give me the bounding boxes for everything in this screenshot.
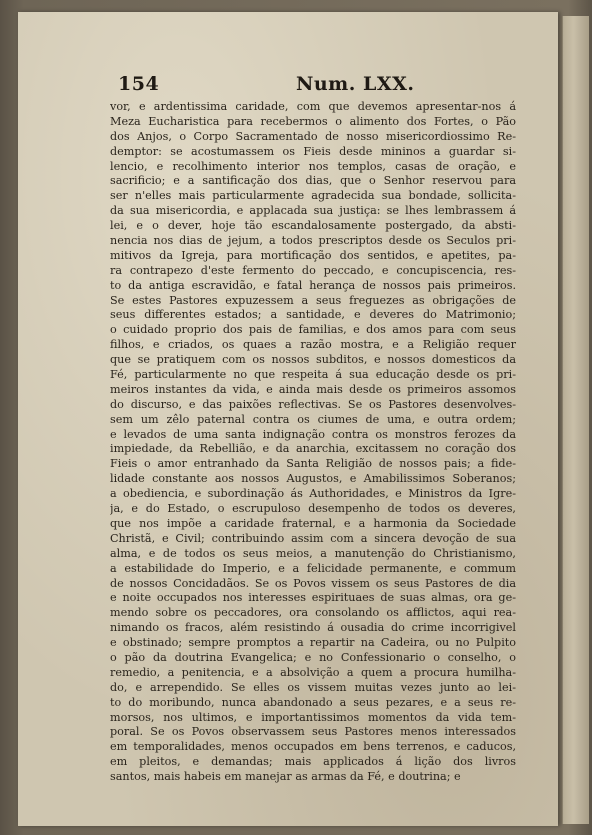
text-line: impiedade, da Rebellião, e da anarchia, excitassem no coração dos	[110, 442, 516, 456]
text-line: seus differentes estados; a santidade, e deveres do Matrimonio;	[110, 308, 516, 322]
text-line: poral. Se os Povos observassem seus Pastores menos interessados	[110, 725, 516, 739]
text-line: santos, mais habeis em manejar as armas da Fé, e doutrina; e	[110, 770, 461, 784]
text-line: dos Anjos, o Corpo Sacramentado de nosso misericordiossimo Re-	[110, 129, 516, 143]
text-line: de nossos Concidadãos. Se os Povos vissem os seus Pastores de dia	[110, 576, 516, 590]
text-line: nimando os fracos, além resistindo á ousadia do crime incorrigivel	[110, 621, 516, 635]
page-number: 154	[118, 73, 160, 95]
text-line: Fé, particularmente no que respeita á sua educação desde os pri-	[110, 368, 516, 382]
text-line: remedio, a penitencia, e a absolvição a quem a procura humilha-	[110, 665, 516, 679]
text-line: meiros instantes da vida, e ainda mais desde os primeiros assomos	[110, 382, 516, 396]
text-line: lei, e o dever, hoje tão escandalosamente postergado, da absti-	[110, 219, 516, 233]
text-line: sem um zêlo paternal contra os ciumes de uma, e outra ordem;	[110, 412, 516, 426]
next-page-edge	[562, 16, 589, 824]
text-line: demptor: se acostumassem os Fieis desde mininos a guardar si-	[110, 144, 516, 158]
text-line: ja, e do Estado, o escrupuloso desempenho de todos os deveres,	[110, 502, 516, 516]
text-line: ra contrapezo d'este fermento do peccado, e concupiscencia, res-	[110, 263, 516, 277]
text-line: Fieis o amor entranhado da Santa Religião de nossos pais; a fide-	[110, 457, 516, 471]
text-line: o cuidado proprio dos pais de familias, e dos amos para com seus	[110, 323, 516, 337]
text-line: to da antiga escravidão, e fatal herança de nossos pais primeiros.	[110, 278, 516, 292]
text-line: mitivos da Igreja, para mortificação dos sentidos, e apetites, pa-	[110, 248, 516, 262]
text-line: do discurso, e das paixões reflectivas. Se os Pastores desenvolves-	[110, 397, 516, 411]
text-line: que nos impõe a caridade fraternal, e a harmonia da Sociedade	[110, 516, 516, 530]
text-line: Meza Eucharistica para recebermos o alimento dos Fortes, o Pão	[110, 114, 516, 128]
text-line: morsos, nos ultimos, e importantissimos momentos da vida tem-	[110, 710, 516, 724]
text-line: a obediencia, e subordinação ás Authoridades, e Ministros da Igre-	[110, 487, 516, 501]
issue-label: Num. LXX.	[296, 73, 415, 95]
body-text	[110, 100, 516, 785]
text-line: a estabilidade do Imperio, e a felicidade permanente, e commum	[110, 561, 516, 575]
text-line: vor, e ardentissima caridade, com que devemos apresentar-nos á	[110, 100, 516, 113]
text-line: mendo sobre os peccadores, ora consolando os afflictos, aqui rea-	[110, 606, 516, 620]
text-line: e noite occupados nos interesses espirituaes de suas almas, ora ge-	[110, 591, 516, 605]
text-line: lidade constante aos nossos Augustos, e Amabilissimos Soberanos;	[110, 472, 516, 486]
text-line: que se pratiquem com os nossos subditos, e nossos domesticos da	[110, 353, 516, 367]
text-line: ser n'elles mais particularmente agradecida sua bondade, sollicita-	[110, 189, 516, 203]
text-line: filhos, e criados, os quaes a razão mostra, e a Religião requer	[110, 338, 516, 352]
running-head	[118, 73, 538, 99]
text-line: to do moribundo, nunca abandonado a seus pezares, e a seus re-	[110, 695, 516, 709]
text-line: da sua misericordia, e applacada sua justiça: se lhes lembrassem á	[110, 204, 516, 218]
text-line: nencia nos dias de jejum, a todos prescriptos desde os Seculos pri-	[110, 234, 516, 248]
text-line: Christã, e Civil; contribuindo assim com a sincera devoção de sua	[110, 531, 516, 545]
text-line: lencio, e recolhimento interior nos templos, casas de oração, e	[110, 159, 516, 173]
text-line: e obstinado; sempre promptos a repartir na Cadeira, ou no Pulpito	[110, 636, 516, 650]
text-line: Se estes Pastores expuzessem a seus freguezes as obrigações de	[110, 293, 516, 307]
text-line: o pão da doutrina Evangelica; e no Confessionario o conselho, o	[110, 650, 516, 664]
text-line: em temporalidades, menos occupados em bens terrenos, e caducos,	[110, 740, 516, 754]
text-line: e levados de uma santa indignação contra os monstros ferozes da	[110, 427, 516, 441]
text-line: sacrificio; e a santificação dos dias, que o Senhor reservou para	[110, 174, 516, 188]
text-line: do, e arrependido. Se elles os vissem muitas vezes junto ao lei-	[110, 680, 516, 694]
text-line: alma, e de todos os seus meios, a manutenção do Christianismo,	[110, 546, 516, 560]
text-line: em pleitos, e demandas; mais applicados á lição dos livros	[110, 755, 516, 769]
